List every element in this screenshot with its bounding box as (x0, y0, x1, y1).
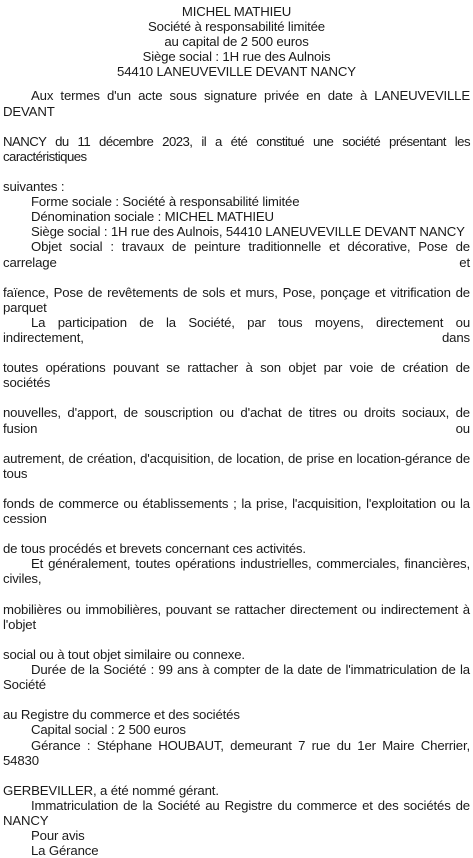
company-city: 54410 LANEUVEVILLE DEVANT NANCY (117, 64, 356, 80)
duree-line-2: au Registre du commerce et des sociétés (3, 707, 240, 723)
company-name: MICHEL MATHIEU (181, 4, 292, 19)
general-line-1: Et généralement, toutes opérations industrielles, commerciales, financières, civiles, (3, 556, 470, 587)
general-line-3: social ou à tout objet similaire ou connexe. (3, 646, 245, 662)
pour-avis: Pour avis (31, 828, 85, 844)
legal-notice (0, 4, 473, 858)
intro-line-2: NANCY du 11 décembre 2023, il a été constitué une société présentant les caractéristiques (3, 133, 470, 164)
duree-line-1: Durée de la Société : 99 ans à compter de la date de l'immatriculation de la Société (3, 662, 470, 693)
objet-line-1: Objet social : travaux de peinture traditionnelle et décorative, Pose de carrelage et (3, 239, 470, 270)
intro-line-3: suivantes : (3, 179, 65, 195)
participation-line-5: fonds de commerce ou établissements ; la prise, l'acquisition, l'exploitation ou la cession (3, 496, 470, 527)
company-capital: au capital de 2 500 euros (164, 34, 309, 50)
forme-sociale: Forme sociale : Société à responsabilité limitée (31, 194, 300, 210)
general-line-2: mobilières ou immobilières, pouvant se rattacher directement ou indirectement à l'objet (3, 601, 470, 632)
participation-line-3: nouvelles, d'apport, de souscription ou d'achat de titres ou droits sociaux, de fusion ou (3, 405, 470, 436)
capital-social: Capital social : 2 500 euros (31, 722, 186, 738)
participation-line-4: autrement, de création, d'acquisition, de location, de prise en location-gérance de tous (3, 450, 470, 481)
participation-line-6: de tous procédés et brevets concernant ces activités. (3, 541, 306, 557)
denomination-sociale: Dénomination sociale : MICHEL MATHIEU (31, 209, 274, 225)
company-siege: Siège social : 1H rue des Aulnois (142, 49, 331, 65)
notice-body (3, 88, 470, 858)
gerance-line-2: GERBEVILLER, a été nommé gérant. (3, 782, 219, 798)
objet-line-2: faïence, Pose de revêtements de sols et murs, Pose, ponçage et vitrification de parquet (3, 284, 470, 315)
siege-social: Siège social : 1H rue des Aulnois, 54410 LANEUVEVILLE DEVANT NANCY (31, 224, 465, 240)
company-type: Société à responsabilité limitée (148, 19, 325, 35)
participation-line-1: La participation de la Société, par tous moyens, directement ou indirectement, dans (3, 314, 470, 345)
notice-header (3, 4, 470, 79)
intro-line-1: Aux termes d'un acte sous signature privée en date à LANEUVEVILLE DEVANT (3, 88, 470, 119)
gerance-line-1: Gérance : Stéphane HOUBAUT, demeurant 7 rue du 1er Maire Cherrier, 54830 (3, 737, 470, 768)
signature: La Gérance (31, 843, 99, 858)
participation-line-2: toutes opérations pouvant se rattacher à son objet par voie de création de sociétés (3, 360, 470, 391)
immatriculation: Immatriculation de la Société au Registre du commerce et des sociétés de NANCY (3, 797, 470, 828)
